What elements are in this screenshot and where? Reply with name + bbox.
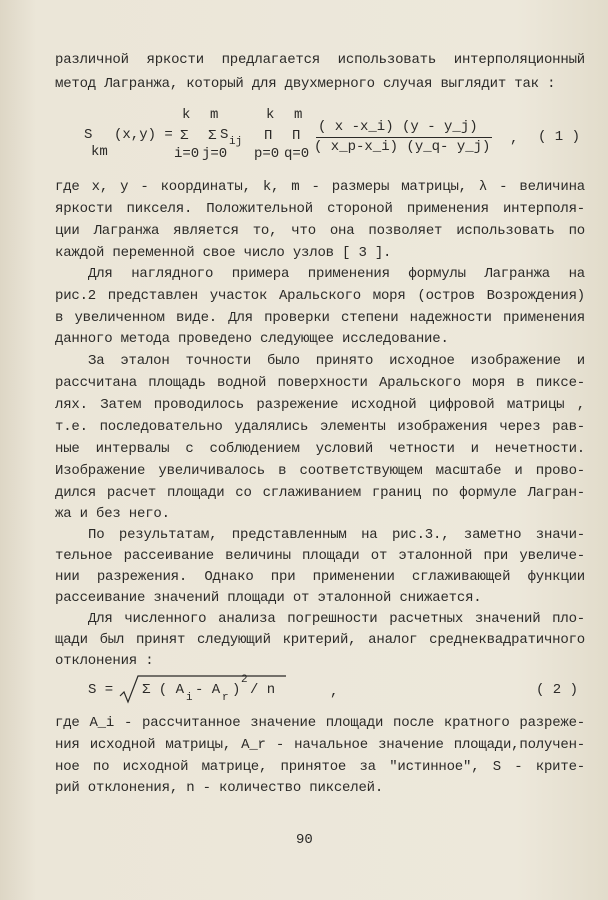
text-line: каждой переменной свое число узлов [ 3 ]. — [55, 245, 392, 261]
sum-symbol: Σ — [180, 128, 189, 144]
text-line: метод Лагранжа, который для двухмерного случая выглядит так : — [55, 76, 556, 92]
text-line: За эталон точности было принято исходное изображение и — [88, 353, 585, 369]
text-line: т.е. последовательно удалялись элементы изображения через рав- — [55, 419, 585, 435]
formula-term: ) — [232, 682, 241, 698]
text-line: в увеличенном виде. Для проверки степени надежности применения — [55, 310, 585, 326]
text-line: Для наглядного примера применения формулы Лагранжа на — [88, 266, 585, 282]
text-line: где A_i - рассчитанное значение площади после кратного разреже- — [55, 715, 585, 731]
formula-symbol: S — [220, 127, 229, 143]
text-line: щади был принят следующий критерий, аналог среднеквадратичного — [55, 632, 585, 648]
formula-comma: , — [330, 684, 339, 700]
text-line: отклонения : — [55, 653, 154, 669]
text-line: Для численного анализа погрешности расчетных значений пло- — [88, 611, 585, 627]
formula-term: - A — [195, 682, 221, 698]
formula-limit: k — [182, 107, 191, 123]
sum-symbol: Σ — [208, 128, 217, 144]
text-line: дился расчет площади со сглаживанием границ по формуле Лагран- — [55, 485, 585, 501]
formula-term: / n — [250, 682, 276, 698]
text-line: ные интервалы с соблюдением условий четности и нечетности. — [55, 441, 585, 457]
formula-limit: q=0 — [284, 146, 310, 162]
text-line: яркости пикселя. Положительной стороной применения интерполя- — [55, 201, 585, 217]
equation-number: ( 2 ) — [536, 682, 579, 698]
text-line: различной яркости предлагается использовать интерполяционный — [55, 52, 585, 68]
text-line: рис.2 представлен участок Аральского моря (остров Возрождения) — [55, 288, 585, 304]
formula-lhs: S = — [88, 682, 114, 698]
text-line: ное по исходной матрице, принятое за "истинное", S - крите- — [55, 759, 585, 775]
formula-limit: j=0 — [202, 146, 228, 162]
text-line: По результатам, представленным на рис.3., заметно значи- — [88, 527, 585, 543]
equation-number: ( 1 ) — [538, 129, 581, 145]
page-number: 90 — [296, 832, 313, 848]
fraction-bar — [316, 137, 492, 138]
formula-limit: k — [266, 107, 275, 123]
text-line: ния исходной матрицы, A_r - начальное значение площади,получен- — [55, 737, 585, 753]
product-symbol: Π — [264, 128, 273, 144]
fraction-denominator: ( x_p-x_i) (y_q- y_j) — [314, 139, 491, 155]
fraction-numerator: ( x -x_i) (y - y_j) — [318, 119, 478, 135]
formula-exponent: 2 — [241, 674, 248, 686]
text-line: рассчитана площадь водной поверхности Аральского моря в пиксе- — [55, 375, 585, 391]
text-line: жа и без него. — [55, 506, 170, 522]
product-symbol: Π — [292, 128, 301, 144]
formula-limit: m — [294, 107, 303, 123]
formula-limit: m — [210, 107, 219, 123]
text-line: нии разрежения. Однако при применении сглаживающей функции — [55, 569, 585, 585]
formula-term: Σ ( A — [142, 682, 185, 698]
formula-comma: , — [510, 131, 519, 147]
text-line: рассеивание значений площади от эталонной снижается. — [55, 590, 482, 606]
formula-subscript: ij — [229, 136, 243, 148]
formula-symbol: S — [84, 127, 93, 143]
text-line: ции Лагранжа является то, что она позволяет использовать по — [55, 223, 585, 239]
formula-limit: p=0 — [254, 146, 280, 162]
formula-limit: i=0 — [174, 146, 200, 162]
formula-subscript: km — [91, 144, 108, 160]
text-line: тельное рассеивание величины площади от эталонной при увеличе- — [55, 548, 585, 564]
text-line: рий отклонения, n - количество пикселей. — [55, 780, 384, 796]
text-line: лях. Затем проводилось разрежение исходной цифровой матрицы , — [55, 397, 585, 413]
text-line: Изображение увеличивалось в соответствующем масштабе и прово- — [55, 463, 585, 479]
formula-args: (x,y) = — [114, 127, 173, 143]
formula-subscript: r — [222, 692, 229, 704]
text-line: где x, y - координаты, k, m - размеры матрицы, λ - величина — [55, 179, 585, 195]
formula-subscript: i — [186, 692, 193, 704]
text-line: данного метода проведено следующее исследование. — [55, 331, 449, 347]
